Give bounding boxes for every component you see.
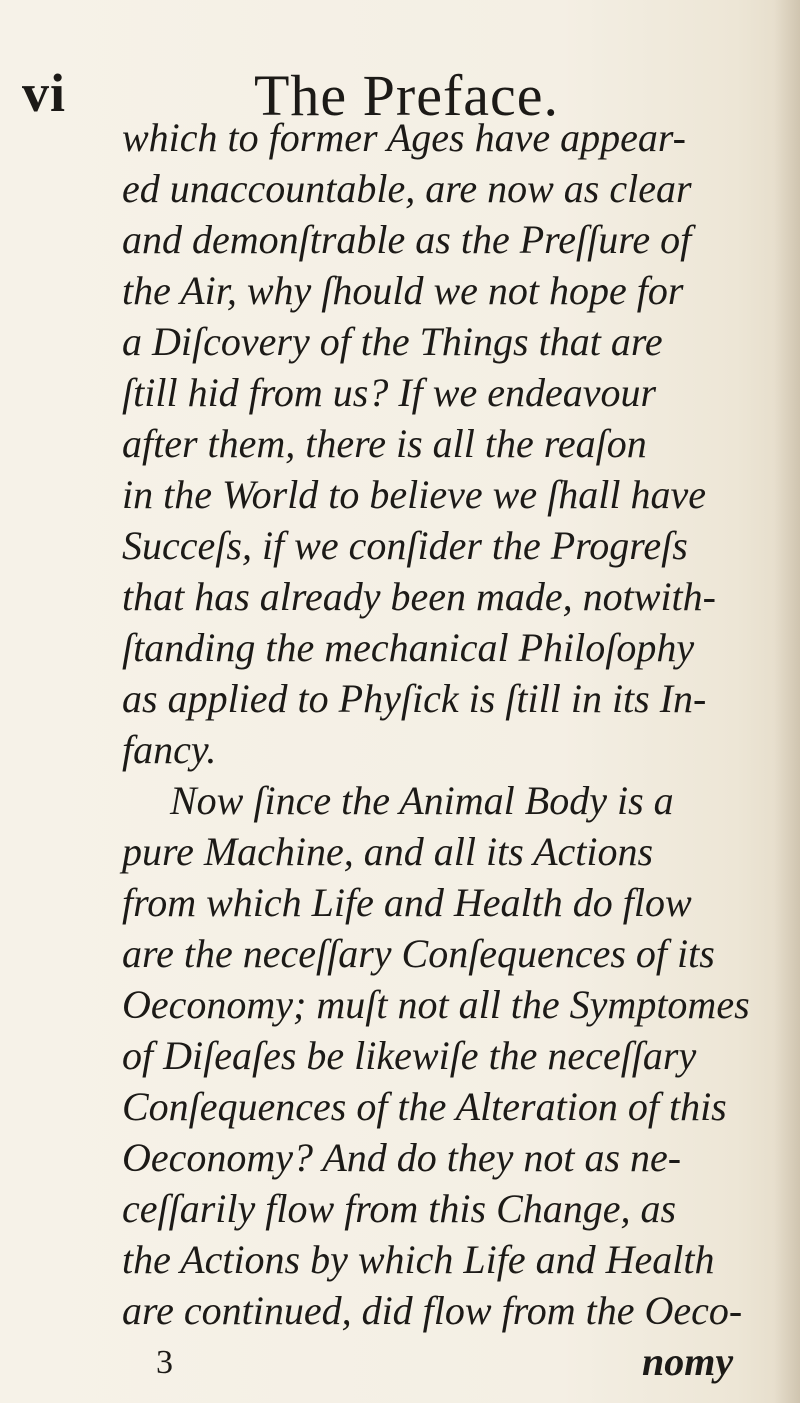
text-line: ceſſarily flow from this Change, as (122, 1186, 677, 1231)
text-line: ed unaccountable, are now as clear (122, 166, 692, 211)
text-line: the Actions by which Life and Health (122, 1237, 715, 1282)
text-line: a Diſcovery of the Things that are (122, 319, 663, 364)
text-line: Now ſince the Animal Body is a (170, 778, 674, 823)
text-line: the Air, why ſhould we not hope for (122, 268, 684, 313)
text-line: Oeconomy; muſt not all the Symptomes (122, 982, 750, 1027)
text-line: that has already been made, notwith- (122, 574, 716, 619)
text-line: of Diſeaſes be likewiſe the neceſſary (122, 1033, 697, 1078)
text-line: Succeſs, if we conſider the Progreſs (122, 523, 688, 568)
text-line: which to former Ages have appear- (122, 115, 686, 160)
text-line: Oeconomy? And do they not as ne- (122, 1135, 682, 1180)
text-line: ſtill hid from us? If we endeavour (122, 370, 657, 415)
text-line: are continued, did flow from the Oeco- (122, 1288, 743, 1333)
text-line: pure Machine, and all its Actions (122, 829, 654, 874)
text-line: and demonſtrable as the Preſſure of (122, 217, 692, 262)
text-line: Conſequences of the Alteration of this (122, 1084, 727, 1129)
page-number: vi (22, 63, 67, 123)
running-title: The Preface. (254, 63, 560, 128)
text-line: as applied to Phyſick is ſtill in its In- (122, 676, 707, 721)
text-line: after them, there is all the reaſon (122, 421, 647, 466)
text-line: from which Life and Health do flow (122, 880, 692, 925)
text-line: in the World to believe we ſhall have (122, 472, 706, 517)
text-line: are the neceſſary Conſequences of its (122, 931, 715, 976)
text-line: ſtanding the mechanical Philoſophy (122, 625, 695, 670)
catchword: nomy (642, 1339, 734, 1384)
text-line: fancy. (122, 727, 217, 772)
signature-mark: 3 (156, 1344, 173, 1381)
